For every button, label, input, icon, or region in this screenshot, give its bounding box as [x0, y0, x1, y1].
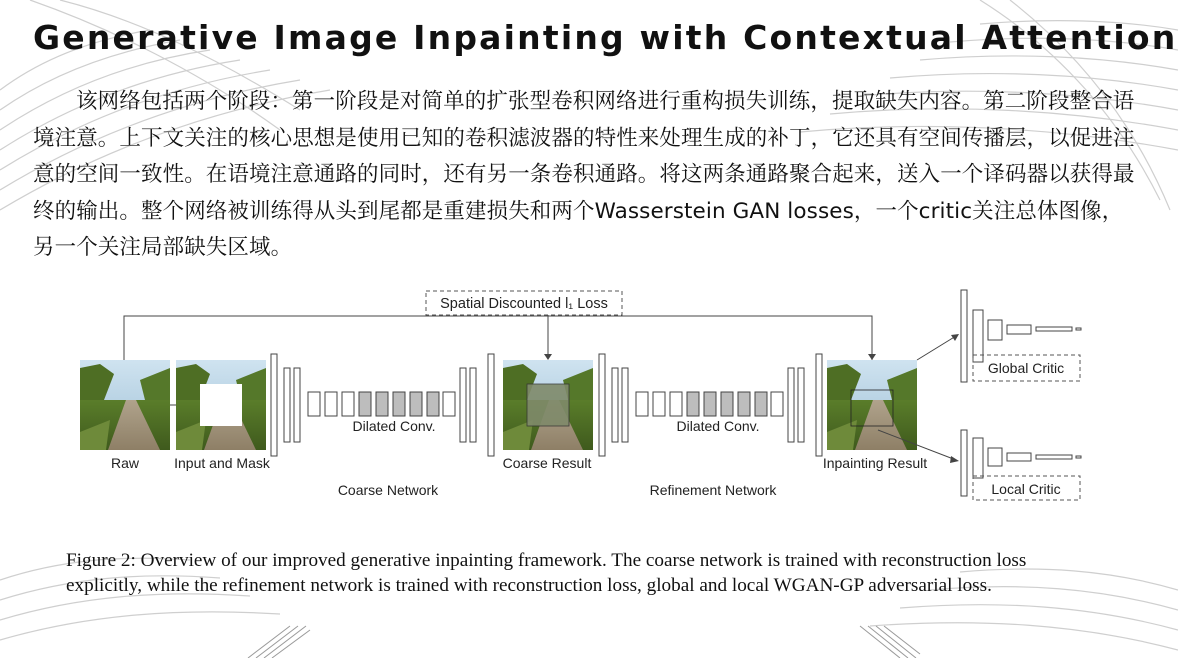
- raw-image: [80, 360, 170, 450]
- loss-label: Spatial Discounted l₁ Loss: [440, 296, 608, 312]
- local-critic-label: Local Critic: [991, 481, 1061, 497]
- inpainting-result-image: [827, 360, 917, 450]
- coarse-result-image: [503, 360, 593, 450]
- slide-title: Generative Image Inpainting with Contextual Attention: [33, 18, 1178, 57]
- coarse-network-label: Coarse Network: [337, 482, 439, 498]
- caption-line-2: explicitly, while the refinement network is trained with reconstruction loss, global and local WGAN-GP adversarial loss.: [66, 575, 992, 596]
- global-critic-label: Global Critic: [987, 360, 1065, 376]
- refinement-dilated-blocks: [687, 392, 767, 416]
- inpainting-result-label: Inpainting Result: [822, 455, 928, 471]
- dilated-conv-label-2: Dilated Conv.: [676, 418, 760, 434]
- input-mask-image: [176, 360, 266, 450]
- body-paragraph: [33, 84, 1143, 267]
- coarse-result-label: Coarse Result: [502, 455, 592, 471]
- figure-caption: [66, 548, 1106, 598]
- refinement-network-label: Refinement Network: [649, 482, 777, 498]
- paragraph-text: 该网络包括两个阶段：第一阶段是对简单的扩张型卷积网络进行重构损失训练，提取缺失内容。第二阶段整合语境注意。上下文关注的核心思想是使用已知的卷积滤波器的特性来处理生成的补丁，它还具有空间传播层，以促进注意的空间一致性。在语境注意通路的同时，还有另一条卷积通路。将这两条通路聚合起来，送入一个译码器以获得最终的输出。整个网络被训练得从头到尾都是重建损失和两个Wasserstein GAN losses，一个critic关注总体图像，另一个关注局部缺失区域。: [33, 89, 1135, 260]
- coarse-dilated-blocks: [359, 392, 439, 416]
- loss-connector: [124, 316, 872, 360]
- architecture-figure: [66, 288, 1082, 510]
- caption-line-1: Figure 2: Overview of our improved generative inpainting framework. The coarse network is trained with reconstruction loss: [66, 550, 1027, 571]
- raw-label: Raw: [110, 455, 140, 471]
- architecture-diagram: [66, 288, 1082, 510]
- input-mask-label: Input and Mask: [174, 455, 270, 471]
- dilated-conv-label-1: Dilated Conv.: [352, 418, 436, 434]
